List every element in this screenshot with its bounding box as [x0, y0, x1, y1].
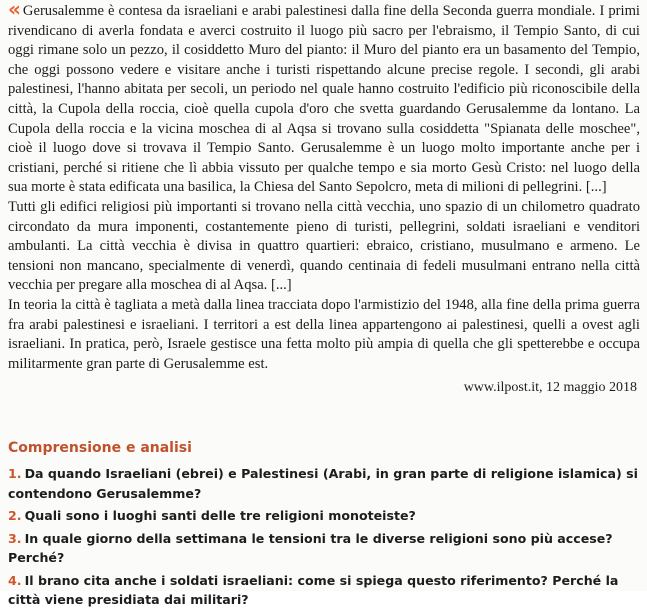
- question-text: Da quando Israeliani (ebrei) e Palestinesi (Arabi, in gran parte di religione islamica) si contendono Gerusalemme?: [8, 466, 638, 501]
- paragraph-3: In teoria la città è tagliata a metà dalla linea tracciata dopo l'armistizio del 1948, alla fine della prima guerra fra arabi palestinesi e israeliani. I territori a est della linea appartengono ai palestinesi, quelli a ovest agli israeliani. In pratica, però, Israele gestisce una fetta molto più ampia di quella che gli spetterebbe e occupa militarmente gran parte di Gerusalemme est.: [8, 296, 640, 372]
- question-item: [8, 506, 640, 526]
- question-text: In quale giorno della settimana le tensioni tra le diverse religioni sono più accese? Perché?: [8, 530, 613, 565]
- question-item: [8, 464, 640, 503]
- question-number: 3.: [8, 530, 22, 546]
- question-text: Il brano cita anche i soldati israeliani: come si spiega questo riferimento? Perché la città viene presidiata dai militari?: [8, 572, 619, 607]
- article-text: [8, 2, 640, 374]
- question-number: 4.: [8, 572, 22, 588]
- question-number: 2.: [8, 508, 22, 523]
- quote-mark-icon: «: [8, 0, 18, 21]
- section-title: Comprensione e analisi: [8, 440, 192, 456]
- question-item: [8, 529, 640, 568]
- source-citation: www.ilpost.it, 12 maggio 2018: [463, 380, 637, 395]
- paragraph-1: [8, 2, 640, 198]
- paragraph-1-text: Gerusalemme è contesa da israeliani e arabi palestinesi dalla fine della Seconda guerra mondiale. I primi rivendicano di averla fondata e averci costruito il luogo più sacro per l'ebraismo, il Tempio Santo, di cui oggi rimane solo un pezzo, il cosiddetto Muro del pianto: il Muro del pianto era un basamento del Tempio, che oggi possono vedere e visitare anche i turisti rispettando alcune precise regole. I secondi, gli arabi palestinesi, l'hanno abitata per secoli, un periodo nel quale hanno costruito l'edificio più riconoscibile della città, la Cupola della roccia, cioè quella cupola d'oro che svetta guardando Gerusalemme da lontano. La Cupola della roccia e la vicina moschea di al Aqsa si trovano sulla cosiddetta "Spianata delle moschee", cioè il luogo dove si trovava il Tempio Santo. Gerusalemme è un luogo molto importante anche per i cristiani, perché si ritiene che lì abbia vissuto per qualche tempo e sia morto Gesù Cristo: nel luogo della sua morte è stata edificata una basilica, la Chiesa del Santo Sepolcro, meta di milioni di pellegrini. [...]: [8, 3, 640, 196]
- question-number: 1.: [8, 466, 22, 481]
- question-text: Quali sono i luoghi santi delle tre religioni monoteiste?: [24, 508, 416, 523]
- question-list: [8, 464, 640, 613]
- question-item: [8, 571, 640, 610]
- paragraph-2: Tutti gli edifici religiosi più importanti si trovano nella città vecchia, uno spazio di un chilometro quadrato circondato da mura imponenti, costantemente pieno di turisti, pellegrini, soldati israeliani e venditori ambulanti. La città vecchia è divisa in quattro quartieri: ebraico, cristiano, musulmano e armeno. Le tensioni non mancano, specialmente di venerdì, quando centinaia di fedeli musulmani entrano nella città vecchia per pregare alla moschea di al Aqsa. [...]: [8, 198, 640, 294]
